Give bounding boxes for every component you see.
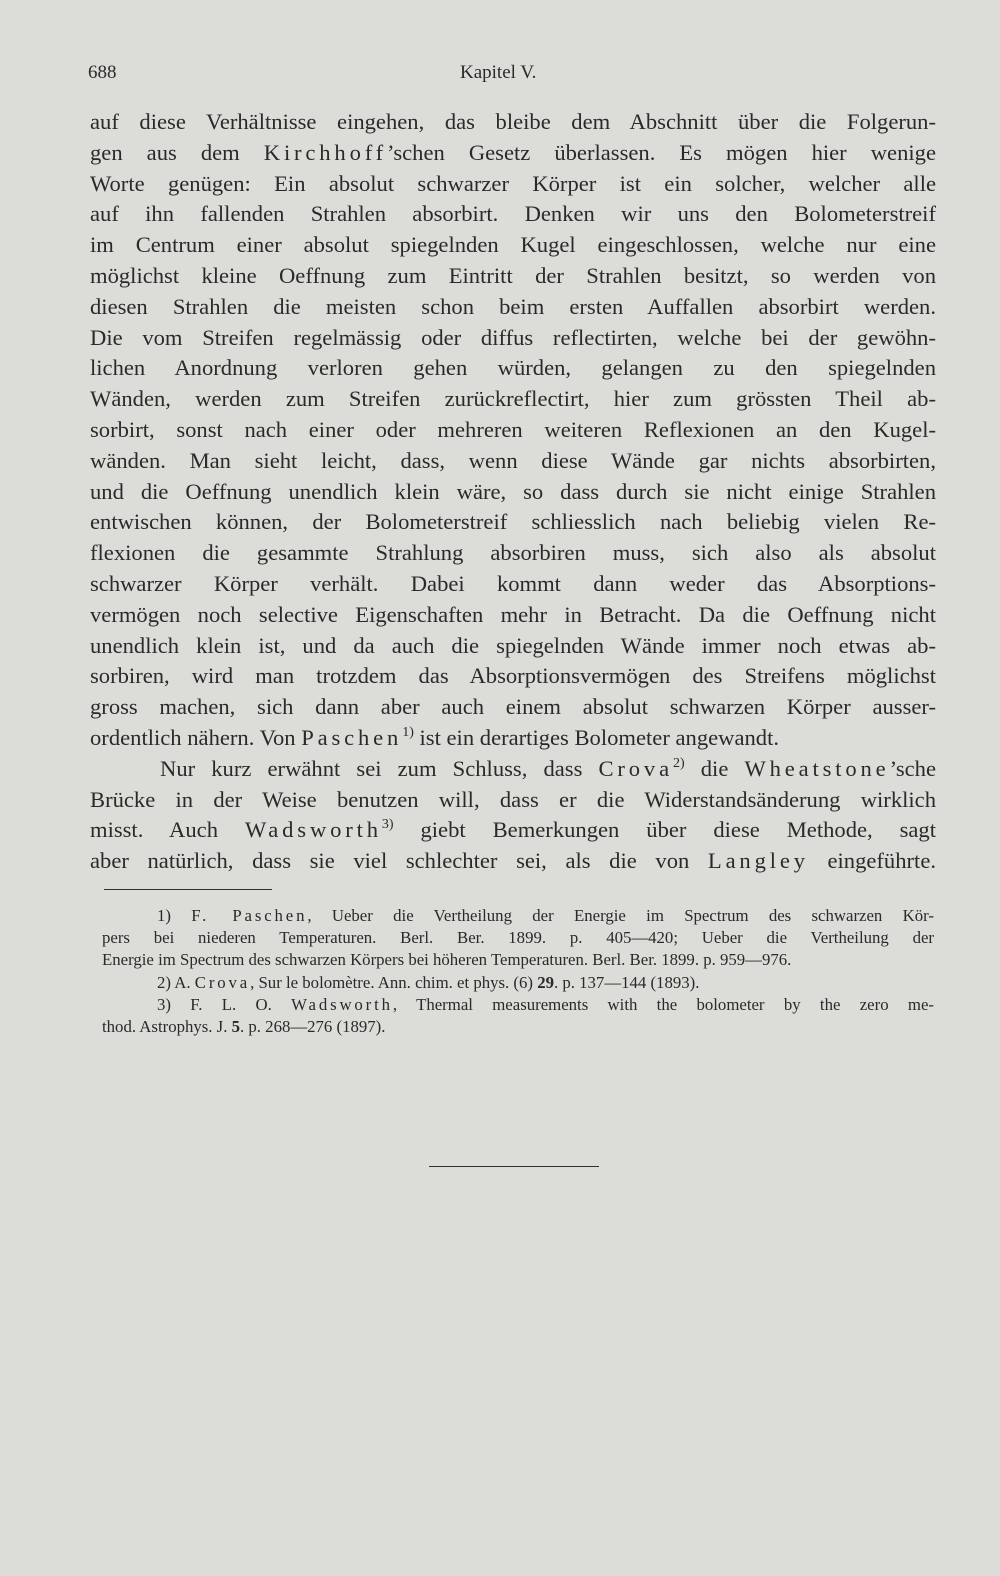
footnote-line: thod. Astrophys. J. 5. p. 268—276 (1897). <box>102 1017 386 1037</box>
text-line: auf diese Verhältnisse eingehen, das bleibe dem Abschnitt über die Folgerun- <box>90 109 936 134</box>
author-name: Wheatstone <box>744 755 890 781</box>
text-line: möglichst kleine Oeffnung zum Eintritt der Strahlen besitzt, so werden von <box>90 262 936 288</box>
text-line: Wänden, werden zum Streifen zurückreflectirt, hier zum grössten Theil ab- <box>90 386 936 412</box>
text-line: gen aus dem Kirchhoff’schen Gesetz überlassen. Es mögen hier wenige <box>90 139 936 165</box>
page-header <box>88 62 936 92</box>
text-line: flexionen die gesammte Strahlung absorbiren muss, sich also als absolut <box>90 540 936 566</box>
footnote-line: pers bei niederen Temperaturen. Berl. Ber. 1899. p. 405—420; Ueber die Vertheilung der <box>102 928 934 948</box>
text-line: Worte genügen: Ein absolut schwarzer Körper ist ein solcher, welcher alle <box>90 170 936 196</box>
author-name: Crova <box>598 755 673 781</box>
author-name: Crova <box>194 972 251 992</box>
text-line: ordentlich nähern. Von Paschen$^{1)}$ ist ein derartiges Bolometer angewandt. <box>90 724 780 750</box>
text-line: misst. Auch Wadsworth$^{3)}$ giebt Bemerkungen über diese Methode, sagt <box>90 817 936 843</box>
text-line: gross machen, sich dann aber auch einem absolut schwarzen Körper ausser- <box>90 694 936 720</box>
footnote-ref: 2) <box>672 755 685 771</box>
author-name: Wadsworth <box>244 817 382 843</box>
main-text <box>90 107 936 877</box>
text-line: lichen Anordnung verloren gehen würden, gelangen zu den spiegelnden <box>90 355 936 381</box>
text-line: Nur kurz erwähnt sei zum Schluss, dass Crova$^{2)}$ die Wheatstone’sche <box>160 755 936 781</box>
text-line: auf ihn fallenden Strahlen absorbirt. Denken wir uns den Bolometerstreif <box>90 201 936 227</box>
footnote-line: 1) F. Paschen, Ueber die Vertheilung der Energie im Spectrum des schwarzen Kör- <box>157 906 934 925</box>
footnote-divider <box>104 889 272 890</box>
text-line: im Centrum einer absolut spiegelnden Kugel eingeschlossen, welche nur eine <box>90 232 936 258</box>
text-line: Die vom Streifen regelmässig oder diffus reflectirten, welche bei der gewöhn- <box>90 324 936 350</box>
text-line: diesen Strahlen die meisten schon beim ersten Auffallen absorbirt werden. <box>90 293 936 319</box>
footnote-line: 2) A. Crova, Sur le bolomètre. Ann. chim. et phys. (6) 29. p. 137—144 (1893). <box>157 972 700 992</box>
author-name: Paschen <box>301 724 403 750</box>
footnote-line: Energie im Spectrum des schwarzen Körpers bei höheren Temperaturen. Berl. Ber. 1899. p. 959—976. <box>102 950 792 970</box>
author-name: Wadsworth <box>291 994 393 1014</box>
text-line: sorbiren, wird man trotzdem das Absorptionsvermögen des Streifens möglichst <box>90 663 936 689</box>
text-line: wänden. Man sieht leicht, dass, wenn diese Wände gar nichts absorbirten, <box>90 447 936 473</box>
end-divider <box>429 1166 599 1167</box>
page-number: 688 <box>88 62 117 83</box>
text-line: Brücke in der Weise benutzen will, dass er die Widerstandsänderung wirklich <box>90 786 936 812</box>
text-line: vermögen noch selective Eigenschaften mehr in Betracht. Da die Oeffnung nicht <box>90 601 936 627</box>
text-line: schwarzer Körper verhält. Dabei kommt dann weder das Absorptions- <box>90 570 936 596</box>
footnote-ref: 3) <box>381 817 394 833</box>
footnote-ref: 1) <box>402 724 414 740</box>
footnote-line: 3) F. L. O. Wadsworth, Thermal measurements with the bolometer by the zero me- <box>157 994 934 1014</box>
author-name: F. Paschen <box>191 906 308 925</box>
author-name: Langley <box>707 848 809 874</box>
author-name: Kirchhoff <box>263 139 388 165</box>
running-head: Kapitel V. <box>460 62 537 83</box>
text-line: sorbirt, sonst nach einer oder mehreren weiteren Reflexionen an den Kugel- <box>90 416 936 442</box>
footnotes <box>102 905 934 1038</box>
text-line: aber natürlich, dass sie viel schlechter sei, als die von Langley eingeführte. <box>90 848 936 874</box>
text-line: und die Oeffnung unendlich klein wäre, so dass durch sie nicht einige Strahlen <box>90 478 936 504</box>
text-line: unendlich klein ist, und da auch die spiegelnden Wände immer noch etwas ab- <box>90 632 936 658</box>
text-line: entwischen können, der Bolometerstreif schliesslich nach beliebig vielen Re- <box>90 509 936 535</box>
